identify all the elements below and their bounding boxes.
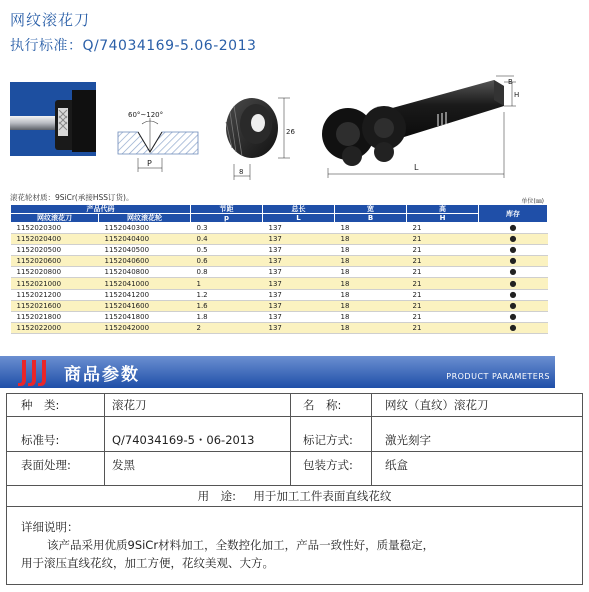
header-width-symbol: B xyxy=(335,214,407,223)
usage-row xyxy=(7,486,582,508)
width-cell: 18 xyxy=(335,267,407,278)
tool-code-cell: 1152022000 xyxy=(11,322,99,333)
stock-dot: ● xyxy=(479,289,548,300)
marking-label: 标记方式: xyxy=(303,433,353,447)
wheel-code-cell: 1152040800 xyxy=(99,267,191,278)
standard-value: Q/74034169-5・06-2013 xyxy=(112,433,255,447)
width-cell: 18 xyxy=(335,234,407,245)
pitch-cell: 0.3 xyxy=(191,223,263,234)
wheel-code-cell: 1152040600 xyxy=(99,256,191,267)
detail-line-1: 该产品采用优质9SiCr材料加工，全数控化加工，产品一致性好，质量稳定， xyxy=(47,538,435,552)
wheel-code-cell: 1152040500 xyxy=(99,245,191,256)
table-row xyxy=(11,300,548,311)
wheel-code-cell: 1152041200 xyxy=(99,289,191,300)
wheel-dim-8-width: 8 xyxy=(239,168,244,176)
width-cell: 18 xyxy=(335,322,407,333)
tool-code-cell: 1152020300 xyxy=(11,223,99,234)
detail-section xyxy=(6,507,583,585)
width-cell: 18 xyxy=(335,278,407,289)
pitch-cell: 0.8 xyxy=(191,267,263,278)
pitch-cell: 1 xyxy=(191,278,263,289)
length-cell: 137 xyxy=(263,311,335,322)
height-cell: 21 xyxy=(407,289,479,300)
table-row xyxy=(11,289,548,300)
pitch-cell: 0.4 xyxy=(191,234,263,245)
height-cell: 21 xyxy=(407,245,479,256)
header-height-symbol: H xyxy=(407,214,479,223)
height-cell: 21 xyxy=(407,234,479,245)
pitch-cell: 1.2 xyxy=(191,289,263,300)
wheel-code-cell: 1152040400 xyxy=(99,234,191,245)
wheel-dim-26: 26 xyxy=(286,128,295,136)
pitch-cell: 1.8 xyxy=(191,311,263,322)
stock-dot: ● xyxy=(479,223,548,234)
wheel-code-cell: 1152041600 xyxy=(99,300,191,311)
stock-dot: ● xyxy=(479,234,548,245)
stock-dot: ● xyxy=(479,256,548,267)
tool-code-cell: 1152020600 xyxy=(11,256,99,267)
height-cell: 21 xyxy=(407,278,479,289)
wheel-code-cell: 1152041800 xyxy=(99,311,191,322)
tool-dim-h: H xyxy=(514,91,520,99)
params-banner xyxy=(0,356,555,388)
stock-dot: ● xyxy=(479,245,548,256)
standard-line: 执行标准：Q/74034169-5.06-2013 xyxy=(10,38,257,54)
stock-dot: ● xyxy=(479,278,548,289)
height-cell: 21 xyxy=(407,256,479,267)
table-row xyxy=(11,278,548,289)
pitch-cell: 2 xyxy=(191,322,263,333)
wheel-code-cell: 1152041000 xyxy=(99,278,191,289)
header-product-code: 产品代码 xyxy=(11,205,191,214)
length-cell: 137 xyxy=(263,322,335,333)
length-cell: 137 xyxy=(263,245,335,256)
pitch-cell: 0.5 xyxy=(191,245,263,256)
params-row xyxy=(7,429,582,452)
height-cell: 21 xyxy=(407,300,479,311)
table-row xyxy=(11,234,548,245)
width-cell: 18 xyxy=(335,311,407,322)
length-cell: 137 xyxy=(263,234,335,245)
usage-value: 用于加工工件表面直线花纹 xyxy=(253,489,392,503)
tool-dim-b: B xyxy=(508,78,513,86)
product-figures xyxy=(0,72,589,190)
height-cell: 21 xyxy=(407,267,479,278)
length-cell: 137 xyxy=(263,256,335,267)
wheel-dim-8-hole: 8 xyxy=(272,122,277,130)
width-cell: 18 xyxy=(335,256,407,267)
marking-value: 激光刻字 xyxy=(385,433,431,447)
knurl-wheel-diagram xyxy=(222,92,302,184)
material-caption: 滚花轮材质：9SiCr(承接HSS订货)。 xyxy=(10,193,134,202)
length-cell: 137 xyxy=(263,278,335,289)
table-row xyxy=(11,223,548,234)
name-label: 名 称: xyxy=(303,398,342,412)
table-row xyxy=(11,245,548,256)
name-value: 网纹（直纹）滚花刀 xyxy=(385,398,489,412)
length-cell: 137 xyxy=(263,289,335,300)
header-pitch: 节距 xyxy=(191,205,263,214)
wheel-code-cell: 1152042000 xyxy=(99,322,191,333)
usage-label: 用 途: xyxy=(197,489,237,503)
tool-code-cell: 1152021600 xyxy=(11,300,99,311)
pitch-cell: 0.6 xyxy=(191,256,263,267)
header-height: 高 xyxy=(407,205,479,214)
page-title: 网纹滚花刀 xyxy=(10,11,91,29)
table-row xyxy=(11,322,548,333)
width-cell: 18 xyxy=(335,223,407,234)
header-stock: 库存 xyxy=(479,205,548,223)
product-photo-in-use xyxy=(10,82,96,156)
surface-value: 发黑 xyxy=(112,458,135,472)
header-wheel-code: 网纹滚花轮 xyxy=(99,214,191,223)
unit-label: 单位(㎜) xyxy=(521,198,544,205)
header-width: 宽 xyxy=(335,205,407,214)
standard-label: 标准号: xyxy=(21,433,60,447)
banner-title: 商品参数 xyxy=(64,365,140,385)
knurl-angle-diagram xyxy=(116,110,200,176)
tool-code-cell: 1152020800 xyxy=(11,267,99,278)
length-cell: 137 xyxy=(263,223,335,234)
table-row xyxy=(11,267,548,278)
angle-label: 60°~120° xyxy=(128,111,164,119)
stock-dot: ● xyxy=(479,300,548,311)
brand-logo-icon xyxy=(16,358,56,388)
length-cell: 137 xyxy=(263,300,335,311)
tool-dim-l: L xyxy=(414,163,419,172)
pitch-cell: 1.6 xyxy=(191,300,263,311)
wheel-code-cell: 1152040300 xyxy=(99,223,191,234)
table-row xyxy=(11,311,548,322)
width-cell: 18 xyxy=(335,300,407,311)
stock-dot: ● xyxy=(479,322,548,333)
type-value: 滚花刀 xyxy=(112,398,147,412)
tool-code-cell: 1152021200 xyxy=(11,289,99,300)
detail-line-2: 用于滚压直线花纹，加工方便，花纹美观、大方。 xyxy=(21,556,274,570)
type-label: 种 类: xyxy=(21,398,60,412)
packaging-value: 纸盒 xyxy=(385,458,408,472)
tool-code-cell: 1152020400 xyxy=(11,234,99,245)
height-cell: 21 xyxy=(407,311,479,322)
pitch-label: P xyxy=(147,159,152,168)
params-row xyxy=(7,452,582,486)
height-cell: 21 xyxy=(407,223,479,234)
width-cell: 18 xyxy=(335,289,407,300)
length-cell: 137 xyxy=(263,267,335,278)
tool-holder-diagram xyxy=(318,72,528,187)
params-table xyxy=(6,393,583,507)
stock-dot: ● xyxy=(479,267,548,278)
header-pitch-symbol: p xyxy=(191,214,263,223)
header-tool-code: 网纹滚花刀 xyxy=(11,214,99,223)
surface-label: 表面处理: xyxy=(21,458,71,472)
spec-table xyxy=(10,204,548,334)
stock-dot: ● xyxy=(479,311,548,322)
packaging-label: 包装方式: xyxy=(303,458,353,472)
tool-code-cell: 1152021800 xyxy=(11,311,99,322)
params-row xyxy=(7,394,582,417)
header-length: 总长 xyxy=(263,205,335,214)
banner-subtitle: PRODUCT PARAMETERS xyxy=(446,372,550,381)
tool-code-cell: 1152020500 xyxy=(11,245,99,256)
params-row-spacer xyxy=(7,417,582,429)
detail-title: 详细说明： xyxy=(21,520,79,534)
header-length-symbol: L xyxy=(263,214,335,223)
tool-code-cell: 1152021000 xyxy=(11,278,99,289)
height-cell: 21 xyxy=(407,322,479,333)
table-row xyxy=(11,256,548,267)
width-cell: 18 xyxy=(335,245,407,256)
